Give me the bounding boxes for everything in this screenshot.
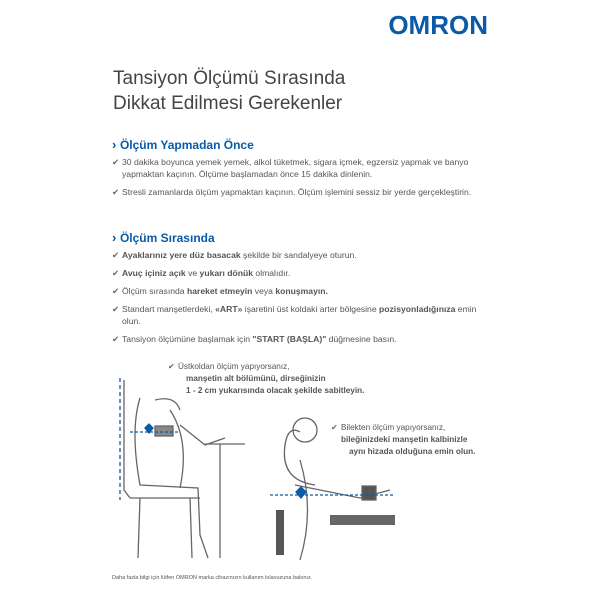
heart-icon: [296, 487, 306, 498]
wrist-note: ✔ Bilekten ölçüm yapıyorsanız, bileğinizdeki manşetin kalbinizle aynı hizada olduğuna emin olun.: [331, 422, 475, 458]
posture-illustration: [100, 370, 520, 570]
list-item: ✔ Ayaklarınız yere düz basacak şekilde bir sandalyeye oturun.: [112, 249, 482, 261]
wrist-cuff-icon: [362, 486, 376, 500]
omron-logo: OMRON: [388, 10, 488, 40]
seated-person: [135, 398, 225, 558]
section-heading-before: › Ölçüm Yapmadan Önce: [112, 137, 482, 152]
list-item: ✔ Ölçüm sırasında hareket etmeyin veya konuşmayın.: [112, 285, 482, 297]
list-item: ✔ Avuç içiniz açık ve yukarı dönük olmalıdır.: [112, 267, 482, 279]
chair: [276, 510, 284, 555]
upper-arm-note: ✔ Üstkoldan ölçüm yapıyorsanız, manşetin alt bölümünü, dirseğinizin 1 - 2 cm yukarısında olacak şekilde sabitleyin.: [168, 361, 364, 397]
list-item: ✔ Standart manşetlerdeki, «ART» işaretini üst koldaki arter bölgesine pozisyonladığınıza emin olun.: [112, 303, 482, 327]
table: [330, 515, 395, 525]
desk: [205, 444, 245, 558]
list-item: ✔ Stresli zamanlarda ölçüm yapmaktan kaçının. Ölçüm işlemini sessiz bir yerde gerçekleştirin.: [112, 186, 482, 198]
section-heading-during: › Ölçüm Sırasında: [112, 230, 482, 245]
chair-back: [124, 380, 130, 498]
list-item: ✔ Tansiyon ölçümüne başlamak için "START (BAŞLA)" düğmesine basın.: [112, 333, 482, 345]
list-item: ✔ 30 dakika boyunca yemek yemek, alkol tüketmek, sigara içmek, egzersiz yapmak ve banyo yapmaktan kaçının. Ölçüme başlamadan önce 15 dakika dinlenin.: [112, 156, 482, 180]
footer-note: Daha fazla bilgi için lütfen OMRON marka cihazınızın kullanım kılavuzuna bakınız.: [112, 575, 313, 581]
page-title: Tansiyon Ölçümü Sırasında Dikkat Edilmesi Gerekenler: [113, 68, 346, 114]
section-before: [112, 137, 482, 204]
cuff-icon: [155, 426, 173, 436]
section-during: [112, 230, 482, 351]
chair: [130, 498, 200, 558]
